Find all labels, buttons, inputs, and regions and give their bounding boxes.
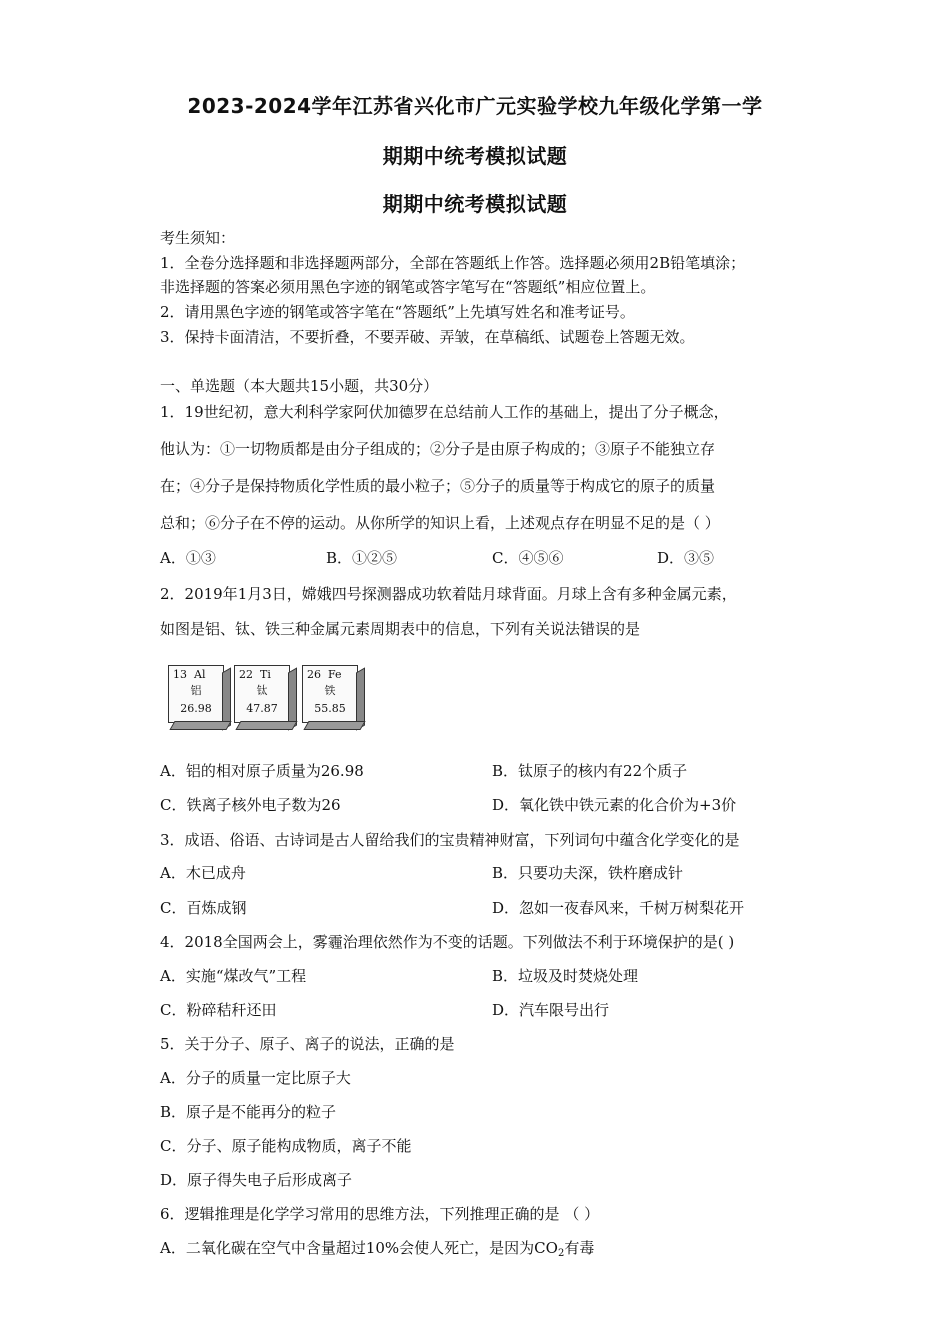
q1-line2: 他认为：①一切物质都是由分子组成的；②分子是由原子构成的；③原子不能独立存 [160,440,716,458]
q6-option-a-post: 有毒 [564,1239,595,1257]
q2-line1: 2．2019年1月3日，嫦娥四号探测器成功软着陆月球背面。月球上含有多种金属元素， [160,585,737,603]
q4-line1: 4．2018全国两会上，雾霾治理依然作为不变的话题。下列做法不利于环境保护的是( ) [160,933,735,951]
element-number: 22 [239,668,253,681]
q5-option-c: C．分子、原子能构成物质，离子不能 [160,1137,412,1155]
q5-option-d: D．原子得失电子后形成离子 [160,1171,353,1189]
notice-item-1a: 1．全卷分选择题和非选择题两部分，全部在答题纸上作答。选择题必须用2B铅笔填涂； [160,254,746,272]
notice-heading: 考生须知： [160,229,236,247]
element-name: 铝 [190,684,202,697]
element-name: 铁 [324,684,336,697]
q4-option-b: B．垃圾及时焚烧处理 [492,967,639,985]
q3-option-c: C．百炼成钢 [160,899,247,917]
q6-option-a-sub: 2 [557,1248,565,1259]
section-heading: 一、单选题（本大题共15小题，共30分） [160,377,439,395]
q4-option-c: C．粉碎秸秆还田 [160,1001,277,1019]
q1-line3: 在；④分子是保持物质化学性质的最小粒子；⑤分子的质量等于构成它的原子的质量 [160,477,716,495]
q2-option-c: C．铁离子核外电子数为26 [160,796,341,814]
q5-option-a: A．分子的质量一定比原子大 [160,1069,351,1087]
q1-line1: 1．19世纪初，意大利科学家阿伏加德罗在总结前人工作的基础上，提出了分子概念， [160,403,729,421]
notice-item-3: 3．保持卡面清洁，不要折叠，不要弄破、弄皱，在草稿纸、试题卷上答题无效。 [160,328,695,346]
q2-line2: 如图是铝、钛、铁三种金属元素周期表中的信息，下列有关说法错误的是 [160,620,641,638]
q1-option-c: C．④⑤⑥ [492,549,564,567]
exam-title-line2: 期期中统考模拟试题 [382,144,568,168]
notice-item-2: 2．请用黑色字迹的钢笔或答字笔在“答题纸”上先填写姓名和准考证号。 [160,303,635,321]
element-tile-fe [302,665,358,723]
q3-line1: 3．成语、俗语、古诗词是古人留给我们的宝贵精神财富，下列词句中蕴含化学变化的是 [160,831,740,849]
q5-line1: 5．关于分子、原子、离子的说法，正确的是 [160,1035,455,1053]
q3-option-b: B．只要功夫深，铁杵磨成针 [492,864,684,882]
q3-option-a: A．木已成舟 [160,864,246,882]
element-mass: 47.87 [246,702,278,715]
element-symbol: Al [194,668,206,681]
q1-option-d: D．③⑤ [657,549,715,567]
q6-option-a [160,1238,594,1258]
q6-option-a-pre: A．二氧化碳在空气中含量超过10%会使人死亡，是因为CO [160,1239,558,1257]
element-number: 13 [173,668,187,681]
q2-option-a: A．铝的相对原子质量为26.98 [160,762,364,780]
q3-option-d: D．忽如一夜春风来，千树万树梨花开 [492,899,745,917]
exam-title-line3: 期期中统考模拟试题 [382,192,568,216]
element-tile-al [168,665,224,723]
q1-option-a: A．①③ [160,549,216,567]
q6-line1: 6．逻辑推理是化学学习常用的思维方法，下列推理正确的是 （ ） [160,1205,600,1223]
q2-option-b: B．钛原子的核内有22个质子 [492,762,688,780]
notice-item-1b: 非选择题的答案必须用黑色字迹的钢笔或答字笔写在“答题纸”相应位置上。 [160,278,656,296]
element-number: 26 [307,668,321,681]
q4-option-d: D．汽车限号出行 [492,1001,610,1019]
element-tile-ti [234,665,290,723]
element-mass: 26.98 [180,702,212,715]
q1-option-b: B．①②⑤ [326,549,398,567]
element-mass: 55.85 [314,702,346,715]
q1-line4: 总和；⑥分子在不停的运动。从你所学的知识上看，上述观点存在明显不足的是（ ） [160,514,720,532]
periodic-table-tiles [168,665,373,731]
q4-option-a: A．实施“煤改气”工程 [160,967,307,985]
q5-option-b: B．原子是不能再分的粒子 [160,1103,337,1121]
element-name: 钛 [256,684,268,697]
exam-title-line1: 2023-2024学年江苏省兴化市广元实验学校九年级化学第一学 [187,94,763,118]
q2-option-d: D．氧化铁中铁元素的化合价为+3价 [492,796,737,814]
element-symbol: Fe [328,668,342,681]
element-symbol: Ti [260,668,271,681]
